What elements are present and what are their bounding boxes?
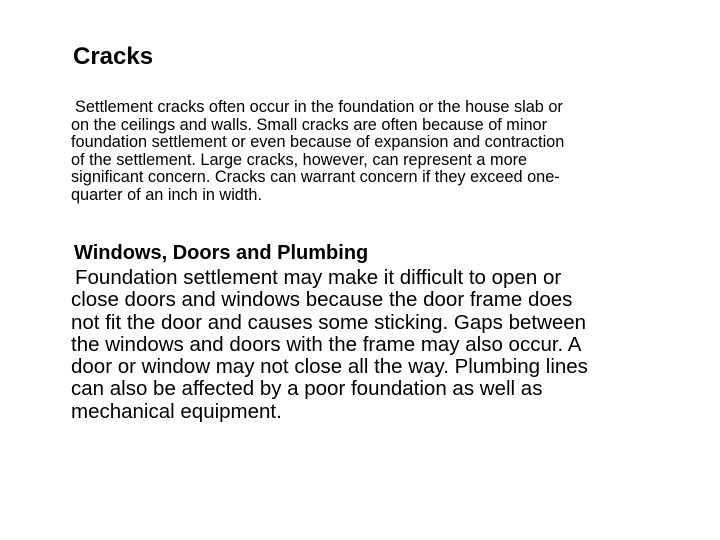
paragraph-line: close doors and windows because the door frame does [71,288,573,312]
section-heading-windows-doors-plumbing: Windows, Doors and Plumbing [74,242,369,264]
paragraph-line: significant concern. Cracks can warrant concern if they exceed one- [71,168,560,187]
paragraph-windows-doors-plumbing [0,267,588,423]
paragraph-line: Settlement cracks often occur in the foundation or the house slab or [75,98,563,116]
paragraph-line: door or window may not close all the way. Plumbing lines [71,355,588,379]
paragraph-line: foundation settlement or even because of expansion and contraction [71,133,565,152]
paragraph-line: mechanical equipment. [71,399,282,423]
paragraph-line: the windows and doors with the frame may also occur. A [71,332,582,356]
paragraph-line: can also be affected by a poor foundation as well as [71,377,543,401]
paragraph-line: quarter of an inch in width. [71,185,262,204]
paragraph-cracks [0,99,564,205]
paragraph-line: of the settlement. Large cracks, however, can represent a more [71,150,528,169]
paragraph-line: on the ceilings and walls. Small cracks are often because of minor [71,115,548,134]
paragraph-line: not fit the door and causes some sticking. Gaps between [71,310,587,334]
section-heading-cracks: Cracks [73,43,154,70]
paragraph-line: Foundation settlement may make it difficult to open or [75,266,562,289]
